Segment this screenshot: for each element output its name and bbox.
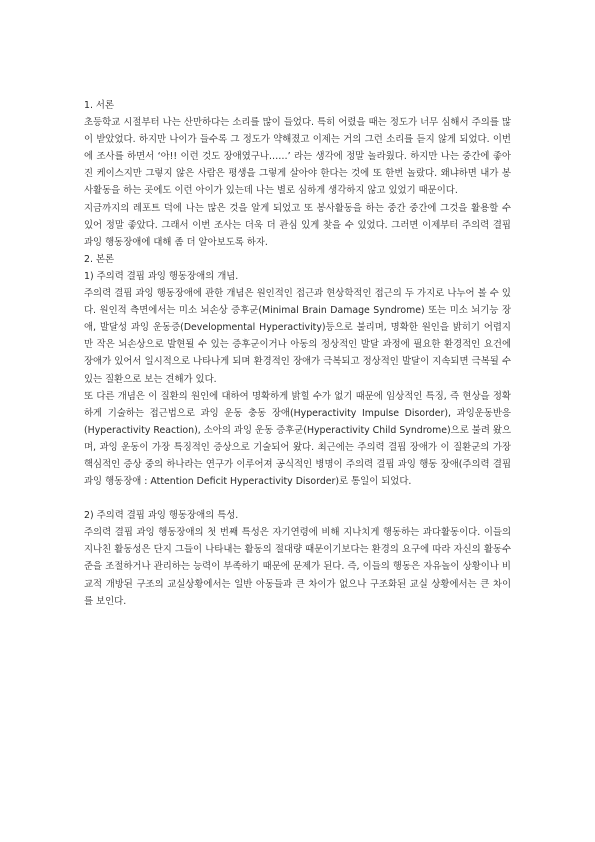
document-body	[84, 97, 511, 610]
subsection-heading-characteristics: 2) 주의력 결핍 과잉 행동장애의 특성.	[84, 510, 239, 522]
section-heading-body: 2. 본론	[84, 253, 115, 265]
concept-paragraph-2: 또 다른 개념은 이 질환의 원인에 대하여 명확하게 밝힐 수가 없기 때문에 임상적인 특징, 즉 현상을 정확하게 기술하는 접근법으로 과잉 운동 충동 장애(Hyperactivity Impulse Disorder), 과잉운동반응(Hyperactivity Reaction), 소아의 과잉 운동 증후군(Hyperactivity Child Syndrome)으로 불려 왔으며, 과잉 운동이 가장 특징적인 증상으로 기술되어 왔다. 최근에는 주의력 결핍 장애가 이 질환군의 가장 핵심적인 증상 중의 하나라는 연구가 이루어져 공식적인 병명이 주의력 결핍 과잉 행동 장애(주의력 결핍 과잉 행동장애 : Attention Deficit Hyperactivity Disorder)로 통일이 되었다.	[84, 390, 511, 488]
subsection-heading-concept: 1) 주의력 결핍 과잉 행동장애의 개념.	[84, 270, 239, 282]
paragraph-spacer	[84, 490, 511, 507]
intro-paragraph-1: 초등학교 시절부터 나는 산만하다는 소리를 많이 들었다. 특히 어렸을 때는 정도가 너무 심해서 주의를 많이 받았었다. 하지만 나이가 들수록 그 정도가 약해졌고 이제는 거의 그런 소리를 듣지 않게 되었다. 이번에 조사를 하면서 ‘아!! 이런 것도 장애였구나……’ 라는 생각에 정말 놀라웠다. 하지만 나는 중간에 좋아진 케이스지만 그렇지 않은 사람은 평생을 그렇게 살아야 한다는 것에 또 한번 놀랐다. 왜냐하면 내가 봉사활동을 하는 곳에도 이런 아이가 있는데 나는 별로 심하게 생각하지 않고 있었기 때문이다.	[84, 117, 511, 197]
characteristics-paragraph: 주의력 결핍 과잉 행동장애의 첫 번째 특성은 자기연령에 비해 지나치게 행동하는 과다활동이다. 이들의 지나친 활동성은 단지 그들이 나타내는 활동의 절대량 때문이기보다는 환경의 요구에 따라 자신의 활동수준을 조절하거나 관리하는 능력이 부족하기 때문에 문제가 된다. 즉, 이들의 행동은 자유놀이 상황이나 비교적 개방된 구조의 교실상황에서는 일반 아동들과 큰 차이가 없으나 구조화된 교실 상황에서는 큰 차이를 보인다.	[84, 527, 511, 607]
concept-paragraph-1: 주의력 결핍 과잉 행동장애에 관한 개념은 원인적인 접근과 현상학적인 접근의 두 가지로 나누어 볼 수 있다. 원인적 측면에서는 미소 뇌손상 증후군(Minimal Brain Damage Syndrome) 또는 미소 뇌기능 장애, 발달성 과잉 운동증(Developmental Hyperactivity)등으로 불리며, 명확한 원인을 밝히기 어렵지만 작은 뇌손상으로 발현될 수 있는 증후군이거나 아동의 정상적인 발달 과정에 필요한 환경적인 요건에 장애가 있어서 일시적으로 나타나게 되며 환경적인 장애가 극복되고 정상적인 발달이 지속되면 극복될 수 있는 질환으로 보는 견해가 있다.	[84, 288, 511, 385]
intro-paragraph-2: 지금까지의 레포트 덕에 나는 많은 것을 알게 되었고 또 봉사활동을 하는 중간 중간에 그것을 활용할 수 있어 정말 좋았다. 그래서 이번 조사는 더욱 더 관심 있게 찾을 수 있었다. 그러면 이제부터 주의력 결핍 과잉 행동장애에 대해 좀 더 알아보도록 하자.	[84, 202, 511, 248]
section-heading-introduction: 1. 서론	[84, 100, 115, 111]
